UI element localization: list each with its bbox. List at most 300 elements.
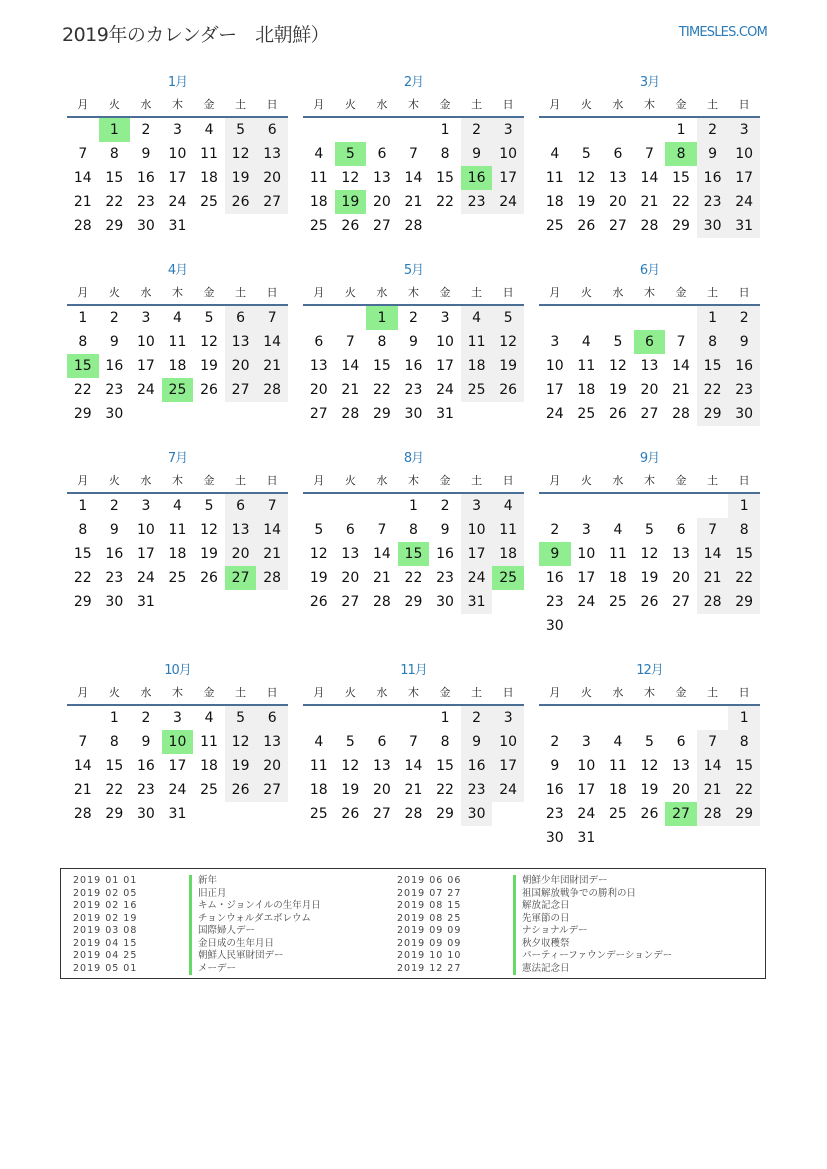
weekday-label: 水 [140, 474, 152, 487]
day-cell: 29 [372, 406, 391, 422]
day-cell: 15 [728, 542, 760, 566]
day-cell: 22 [728, 566, 760, 590]
day-cell: 13 [309, 358, 328, 374]
day-cell: 12 [341, 758, 360, 774]
empty-cell [634, 306, 666, 330]
day-cell: 2 [461, 118, 493, 142]
day-cell: 25 [461, 378, 493, 402]
holiday-date: 2019 09 09 [397, 937, 462, 949]
day-cell: 18 [492, 542, 524, 566]
weekday-label: 月 [77, 686, 89, 699]
day-cell: 23 [545, 594, 564, 610]
day-cell: 12 [341, 170, 360, 186]
day-cell: 8 [409, 522, 418, 538]
day-cell: 29 [728, 802, 760, 826]
weekday-header [539, 94, 760, 118]
day-cell: 25 [545, 218, 564, 234]
page-title: 2019年のカレンダー 北朝鮮） [62, 24, 330, 46]
day-cell: 27 [672, 594, 690, 610]
weekday-label: 土 [235, 686, 247, 699]
day-cell: 28 [73, 218, 92, 234]
day-cell: 13 [256, 730, 288, 754]
empty-cell [602, 306, 634, 330]
weekday-label: 日 [738, 686, 750, 699]
day-cell: 15 [105, 170, 124, 186]
weekday-label: 金 [675, 98, 687, 111]
day-cell: 14 [672, 358, 690, 374]
day-cell: 19 [225, 166, 257, 190]
day-cell: 13 [341, 546, 360, 562]
day-cell: 30 [697, 214, 729, 238]
empty-cell [67, 118, 99, 142]
day-cell: 29 [672, 218, 690, 234]
weekday-label: 日 [502, 474, 514, 487]
day-cell: 30 [136, 806, 155, 822]
day-cell: 24 [168, 194, 187, 210]
day-cell: 24 [728, 190, 760, 214]
day-cell: 11 [545, 170, 564, 186]
month-name: 4月 [167, 263, 188, 278]
day-cell: 12 [225, 730, 257, 754]
day-cell: 23 [461, 190, 493, 214]
day-cell: 13 [672, 546, 690, 562]
day-cell: 15 [728, 754, 760, 778]
holiday-day-cell: 25 [162, 378, 194, 402]
weekday-label: 木 [407, 286, 419, 299]
month-name: 12月 [636, 663, 663, 678]
day-cell: 26 [608, 406, 627, 422]
weekday-label: 土 [235, 98, 247, 111]
day-cell: 24 [136, 570, 155, 586]
days-grid [67, 706, 288, 826]
weekday-label: 日 [266, 474, 278, 487]
empty-cell [539, 306, 571, 330]
day-cell: 6 [225, 494, 257, 518]
weekday-label: 火 [108, 286, 120, 299]
day-cell: 10 [136, 522, 155, 538]
day-cell: 8 [78, 334, 88, 350]
weekday-label: 金 [203, 98, 215, 111]
day-cell: 16 [404, 358, 423, 374]
day-cell: 4 [581, 334, 591, 350]
day-cell: 11 [200, 146, 218, 162]
weekday-label: 火 [344, 686, 356, 699]
weekday-label: 土 [471, 98, 483, 111]
day-cell: 31 [168, 806, 187, 822]
holiday-date: 2019 02 05 [73, 887, 138, 899]
day-cell: 23 [136, 782, 155, 798]
day-cell: 23 [545, 806, 564, 822]
day-cell: 27 [608, 218, 627, 234]
day-cell: 26 [640, 594, 659, 610]
day-cell: 14 [404, 758, 423, 774]
day-cell: 21 [73, 782, 92, 798]
day-cell: 15 [436, 170, 454, 186]
day-cell: 20 [225, 354, 257, 378]
month-name: 6月 [639, 263, 660, 278]
day-cell: 28 [672, 406, 690, 422]
day-cell: 17 [461, 542, 493, 566]
day-cell: 17 [136, 546, 155, 562]
weekday-label: 土 [235, 286, 247, 299]
weekday-label: 火 [344, 474, 356, 487]
day-cell: 12 [309, 546, 328, 562]
day-cell: 23 [105, 382, 124, 398]
empty-cell [571, 494, 603, 518]
day-cell: 15 [372, 358, 391, 374]
day-cell: 19 [640, 782, 659, 798]
day-cell: 24 [436, 382, 454, 398]
day-cell: 17 [577, 570, 596, 586]
day-cell: 9 [141, 734, 151, 750]
day-cell: 22 [728, 778, 760, 802]
day-cell: 14 [404, 170, 423, 186]
day-cell: 9 [461, 730, 493, 754]
site-logo[interactable]: TIMESLES.COM [678, 25, 767, 40]
day-cell: 26 [640, 806, 659, 822]
day-cell: 24 [461, 566, 493, 590]
empty-cell [335, 494, 367, 518]
day-cell: 24 [577, 594, 596, 610]
day-cell: 18 [545, 194, 564, 210]
month-calendar [539, 72, 760, 260]
day-cell: 18 [608, 782, 627, 798]
day-cell: 30 [105, 406, 124, 422]
month-calendar [303, 660, 524, 860]
holiday-date: 2019 10 10 [397, 950, 462, 961]
day-cell: 1 [728, 494, 760, 518]
day-cell: 20 [372, 194, 391, 210]
day-cell: 11 [492, 518, 524, 542]
day-cell: 31 [461, 590, 493, 614]
empty-cell [335, 118, 367, 142]
day-cell: 28 [404, 218, 423, 234]
empty-cell [539, 118, 571, 142]
day-cell: 6 [314, 334, 324, 350]
day-cell: 31 [136, 594, 155, 610]
day-cell: 22 [105, 782, 124, 798]
day-cell: 6 [225, 306, 257, 330]
day-cell: 17 [728, 166, 760, 190]
day-cell: 25 [608, 806, 627, 822]
weekday-label: 水 [376, 474, 388, 487]
day-cell: 16 [545, 782, 564, 798]
day-cell: 2 [461, 706, 493, 730]
weekday-label: 土 [471, 686, 483, 699]
month-name: 8月 [403, 451, 424, 466]
day-cell: 17 [168, 758, 187, 774]
weekday-label: 土 [471, 286, 483, 299]
holiday-day-cell: 15 [67, 354, 99, 378]
month-name: 3月 [639, 75, 660, 90]
weekday-label: 火 [580, 286, 592, 299]
day-cell: 26 [225, 778, 257, 802]
day-cell: 9 [550, 758, 560, 774]
holiday-date: 2019 03 08 [73, 925, 138, 936]
day-cell: 8 [728, 730, 760, 754]
day-cell: 21 [372, 570, 391, 586]
holiday-date: 2019 04 25 [73, 950, 138, 961]
empty-cell [303, 306, 335, 330]
holiday-name: 旧正月 [189, 888, 227, 901]
day-cell: 4 [314, 146, 324, 162]
day-cell: 19 [225, 754, 257, 778]
day-cell: 15 [73, 546, 92, 562]
weekday-label: 水 [612, 98, 624, 111]
day-cell: 13 [372, 170, 391, 186]
day-cell: 12 [640, 546, 659, 562]
weekday-label: 土 [707, 686, 719, 699]
empty-cell [366, 706, 398, 730]
weekday-label: 月 [549, 286, 561, 299]
day-cell: 27 [341, 594, 360, 610]
day-cell: 4 [173, 498, 182, 514]
holiday-day-cell: 19 [335, 190, 367, 214]
day-cell: 9 [409, 334, 418, 350]
day-cell: 1 [676, 122, 686, 138]
day-cell: 30 [105, 594, 124, 610]
holiday-name: ナショナルデー [513, 925, 588, 938]
empty-cell [539, 706, 571, 730]
day-cell: 31 [168, 218, 187, 234]
month-name: 5月 [403, 263, 424, 278]
day-cell: 3 [581, 734, 591, 750]
empty-cell [398, 706, 430, 730]
days-grid [303, 306, 524, 426]
weekday-header [67, 282, 288, 306]
day-cell: 14 [697, 754, 729, 778]
day-cell: 5 [204, 310, 214, 326]
day-cell: 10 [136, 334, 155, 350]
day-cell: 11 [608, 546, 627, 562]
day-cell: 1 [697, 306, 729, 330]
day-cell: 21 [256, 542, 288, 566]
day-cell: 9 [461, 142, 493, 166]
day-cell: 6 [676, 734, 686, 750]
day-cell: 20 [256, 754, 288, 778]
day-cell: 11 [461, 330, 493, 354]
day-cell: 18 [608, 570, 627, 586]
holiday-name: 先軍節の日 [513, 913, 570, 926]
weekday-label: 木 [407, 474, 419, 487]
empty-cell [366, 494, 398, 518]
weekday-label: 木 [643, 474, 655, 487]
holiday-day-cell: 9 [539, 542, 571, 566]
empty-cell [697, 706, 729, 730]
day-cell: 28 [640, 218, 659, 234]
day-cell: 7 [697, 730, 729, 754]
day-cell: 12 [200, 334, 218, 350]
day-cell: 8 [697, 330, 729, 354]
day-cell: 12 [225, 142, 257, 166]
day-cell: 14 [256, 330, 288, 354]
holiday-date: 2019 02 16 [73, 900, 138, 911]
holiday-day-cell: 1 [99, 118, 131, 142]
day-cell: 20 [672, 570, 690, 586]
day-cell: 1 [78, 498, 88, 514]
day-cell: 14 [697, 542, 729, 566]
month-name: 10月 [164, 663, 191, 678]
month-calendar [67, 72, 288, 260]
days-grid [539, 706, 760, 850]
day-cell: 16 [728, 354, 760, 378]
day-cell: 12 [640, 758, 659, 774]
day-cell: 27 [256, 778, 288, 802]
weekday-header [539, 282, 760, 306]
weekday-label: 月 [313, 686, 325, 699]
day-cell: 20 [672, 782, 690, 798]
month-calendar [303, 72, 524, 260]
weekday-label: 日 [738, 286, 750, 299]
weekday-label: 土 [707, 286, 719, 299]
day-cell: 2 [109, 498, 119, 514]
day-cell: 5 [345, 734, 355, 750]
day-cell: 3 [440, 310, 450, 326]
weekday-label: 土 [707, 98, 719, 111]
day-cell: 30 [545, 618, 564, 634]
weekday-label: 日 [502, 686, 514, 699]
day-cell: 29 [105, 806, 124, 822]
day-cell: 14 [256, 518, 288, 542]
month-calendar [539, 260, 760, 448]
day-cell: 24 [577, 806, 596, 822]
weekday-header [539, 682, 760, 706]
day-cell: 7 [377, 522, 387, 538]
day-cell: 3 [728, 118, 760, 142]
day-cell: 30 [461, 802, 493, 826]
days-grid [303, 494, 524, 614]
day-cell: 29 [728, 590, 760, 614]
day-cell: 19 [640, 570, 659, 586]
day-cell: 15 [672, 170, 690, 186]
days-grid [539, 306, 760, 426]
day-cell: 7 [676, 334, 686, 350]
day-cell: 7 [78, 146, 88, 162]
weekday-label: 日 [502, 286, 514, 299]
empty-cell [571, 706, 603, 730]
day-cell: 1 [409, 498, 418, 514]
day-cell: 14 [372, 546, 391, 562]
day-cell: 28 [256, 566, 288, 590]
day-cell: 14 [73, 170, 92, 186]
day-cell: 10 [492, 142, 524, 166]
days-grid [67, 306, 288, 426]
weekday-label: 火 [580, 474, 592, 487]
empty-cell [634, 494, 666, 518]
day-cell: 11 [309, 758, 328, 774]
day-cell: 28 [697, 590, 729, 614]
holiday-day-cell: 27 [225, 566, 257, 590]
day-cell: 8 [377, 334, 387, 350]
day-cell: 28 [697, 802, 729, 826]
day-cell: 25 [309, 806, 328, 822]
day-cell: 1 [78, 310, 88, 326]
month-name: 11月 [400, 663, 427, 678]
day-cell: 25 [608, 594, 627, 610]
holiday-date: 2019 06 06 [397, 875, 462, 886]
day-cell: 26 [577, 218, 596, 234]
day-cell: 29 [697, 402, 729, 426]
day-cell: 9 [728, 330, 760, 354]
weekday-label: 金 [203, 286, 215, 299]
month-calendar [67, 260, 288, 448]
day-cell: 8 [109, 146, 119, 162]
day-cell: 17 [545, 382, 564, 398]
holiday-name: キム・ジョンイルの生年月日 [189, 900, 321, 913]
weekday-label: 日 [266, 686, 278, 699]
day-cell: 23 [105, 570, 124, 586]
day-cell: 27 [372, 806, 391, 822]
day-cell: 20 [640, 382, 659, 398]
day-cell: 16 [105, 358, 124, 374]
empty-cell [571, 306, 603, 330]
weekday-header [303, 470, 524, 494]
weekday-label: 水 [140, 286, 152, 299]
empty-cell [303, 118, 335, 142]
holiday-day-cell: 27 [665, 802, 697, 826]
day-cell: 24 [136, 382, 155, 398]
day-cell: 23 [436, 570, 454, 586]
day-cell: 7 [78, 734, 88, 750]
weekday-label: 水 [376, 286, 388, 299]
day-cell: 16 [105, 546, 124, 562]
day-cell: 29 [73, 594, 92, 610]
day-cell: 22 [436, 194, 454, 210]
day-cell: 18 [461, 354, 493, 378]
day-cell: 1 [109, 710, 119, 726]
empty-cell [398, 118, 430, 142]
day-cell: 8 [109, 734, 119, 750]
day-cell: 22 [105, 194, 124, 210]
day-cell: 7 [345, 334, 355, 350]
holiday-day-cell: 10 [162, 730, 194, 754]
holiday-name: 国際婦人デー [189, 925, 255, 938]
day-cell: 4 [492, 494, 524, 518]
weekday-header [303, 682, 524, 706]
holiday-name: 金日成の生年月日 [189, 938, 274, 951]
weekday-label: 水 [612, 686, 624, 699]
weekday-header [539, 470, 760, 494]
holiday-date: 2019 08 25 [397, 912, 462, 924]
day-cell: 27 [640, 406, 659, 422]
day-cell: 19 [200, 546, 218, 562]
day-cell: 30 [436, 594, 454, 610]
month-name: 1月 [167, 75, 188, 90]
day-cell: 19 [200, 358, 218, 374]
day-cell: 21 [672, 382, 690, 398]
day-cell: 26 [492, 378, 524, 402]
day-cell: 6 [345, 522, 355, 538]
days-grid [539, 118, 760, 238]
holiday-name: 秋夕収穫祭 [513, 938, 570, 951]
day-cell: 28 [341, 406, 360, 422]
day-cell: 3 [492, 118, 524, 142]
day-cell: 25 [168, 570, 187, 586]
empty-cell [571, 118, 603, 142]
day-cell: 24 [492, 778, 524, 802]
day-cell: 5 [204, 498, 214, 514]
weekday-label: 土 [235, 474, 247, 487]
day-cell: 10 [168, 146, 187, 162]
holiday-name: チョンウォルダエボレウム [189, 913, 311, 926]
day-cell: 22 [404, 570, 423, 586]
day-cell: 4 [461, 306, 493, 330]
holiday-name: 憲法記念日 [513, 963, 570, 976]
holiday-list [60, 868, 766, 979]
day-cell: 6 [256, 118, 288, 142]
holiday-date: 2019 08 15 [397, 900, 462, 911]
weekday-label: 月 [549, 686, 561, 699]
